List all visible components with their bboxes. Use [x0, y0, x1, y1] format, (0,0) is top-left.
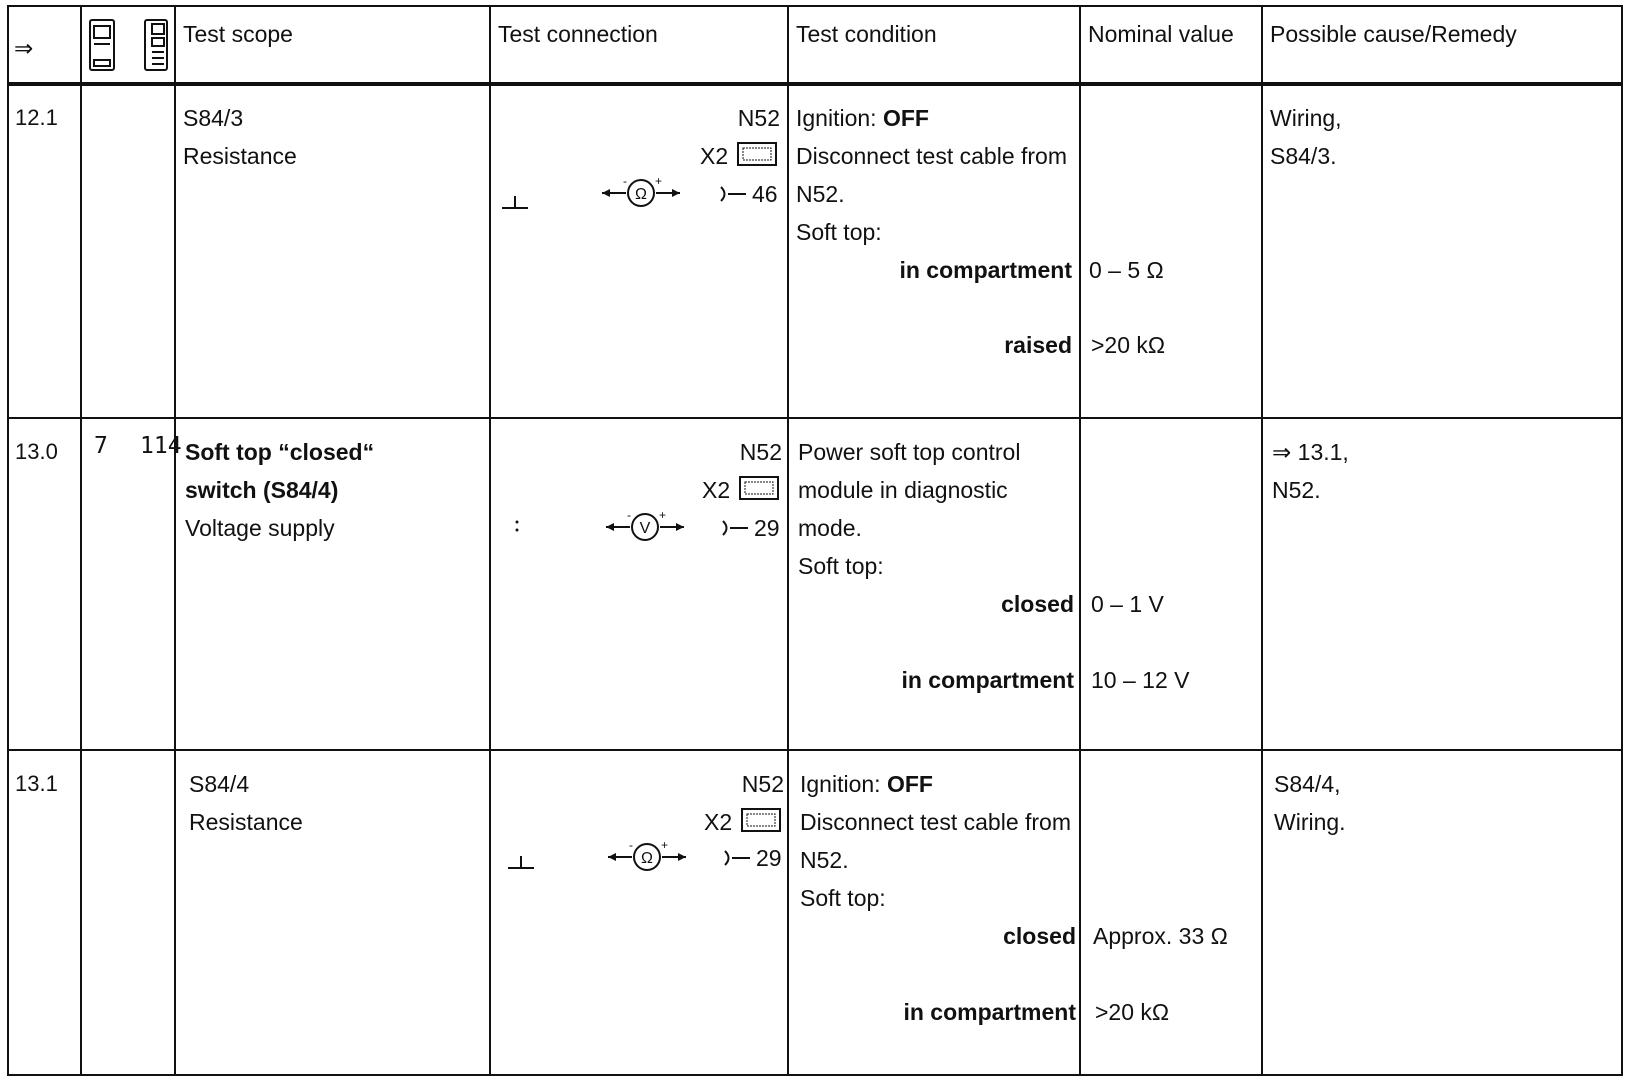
possible-cause: S84/3.	[1270, 143, 1337, 169]
svg-text:+: +	[659, 510, 667, 522]
step-number: 13.0	[15, 439, 58, 464]
connector-plug-icon	[738, 474, 782, 504]
nominal-value: >20 kΩ	[1091, 332, 1166, 358]
connection-module: N52	[741, 771, 784, 797]
connection-pin: 29	[756, 845, 782, 871]
ohmmeter-icon	[606, 840, 688, 874]
svg-text:+: +	[661, 840, 669, 852]
possible-cause: Wiring,	[1270, 105, 1342, 131]
condition-state: closed	[1003, 923, 1076, 949]
condition-line: mode.	[798, 515, 862, 541]
test-scope-measurement: Voltage supply	[185, 515, 335, 541]
condition-state: raised	[1004, 332, 1072, 358]
condition-line: Soft top:	[798, 553, 884, 579]
svg-text:-: -	[623, 176, 627, 188]
step-number: 12.1	[15, 105, 58, 130]
connection-pin: 29	[754, 515, 780, 541]
test-scope-measurement: Resistance	[189, 809, 303, 835]
test-scope-measurement: Resistance	[183, 143, 297, 169]
nominal-value: Approx. 33 Ω	[1093, 923, 1228, 949]
ground-symbol	[508, 856, 534, 870]
condition-line: module in diagnostic	[798, 477, 1008, 503]
connection-pin: 46	[752, 181, 778, 207]
nominal-value: 10 – 12 V	[1091, 667, 1190, 693]
svg-text:-: -	[629, 840, 633, 852]
condition-line: Soft top:	[796, 219, 882, 245]
svg-text:+: +	[655, 176, 663, 188]
ignition-label: Ignition:	[796, 105, 883, 131]
condition-line: Soft top:	[800, 885, 886, 911]
header-test-scope: Test scope	[183, 21, 293, 47]
ignition-value: OFF	[886, 771, 933, 797]
fault-code-display: 7	[94, 433, 108, 459]
header-arrow: ⇒	[14, 35, 34, 61]
condition-state: in compartment	[899, 257, 1072, 283]
condition-ignition	[800, 770, 933, 798]
test-scope-component: switch (S84/4)	[185, 477, 339, 503]
voltmeter-icon	[604, 510, 686, 544]
possible-cause: Wiring.	[1274, 809, 1346, 835]
condition-line: Disconnect test cable from	[800, 809, 1072, 835]
header-possible-cause: Possible cause/Remedy	[1270, 21, 1517, 47]
ignition-value: OFF	[882, 105, 929, 131]
header-nominal-value: Nominal value	[1088, 21, 1234, 47]
connection-connector: X2	[702, 477, 731, 503]
condition-state: closed	[1001, 591, 1074, 617]
possible-cause: ⇒ 13.1,	[1272, 439, 1349, 465]
condition-ignition	[796, 104, 929, 132]
nominal-value: 0 – 5 Ω	[1089, 257, 1164, 283]
ohmmeter-icon	[600, 176, 682, 210]
meter-symbol: Ω	[635, 186, 647, 203]
step-number: 13.1	[15, 771, 58, 796]
socket-pin-icon	[720, 518, 750, 538]
condition-line: Power soft top control	[798, 439, 1021, 465]
nominal-value: 0 – 1 V	[1091, 591, 1164, 617]
test-scope-component: S84/4	[189, 771, 250, 797]
connection-module: N52	[739, 439, 782, 465]
test-scope-component: S84/3	[183, 105, 244, 131]
nominal-value: >20 kΩ	[1095, 999, 1170, 1025]
possible-cause: S84/4,	[1274, 771, 1341, 797]
header-test-connection: Test connection	[498, 21, 658, 47]
condition-state: in compartment	[903, 999, 1076, 1025]
socket-pin-icon	[718, 184, 748, 204]
ignition-label: Ignition:	[800, 771, 887, 797]
supply-dot-icon	[514, 518, 520, 534]
connection-connector: X2	[700, 143, 729, 169]
socket-pin-icon	[722, 848, 752, 868]
condition-line: N52.	[796, 181, 845, 207]
connector-plug-icon	[740, 806, 784, 836]
condition-line: Disconnect test cable from	[796, 143, 1068, 169]
meter-symbol: V	[639, 520, 651, 537]
condition-line: N52.	[800, 847, 849, 873]
svg-text:-: -	[627, 510, 631, 522]
connector-plug-icon	[736, 140, 780, 170]
condition-state: in compartment	[901, 667, 1074, 693]
connection-connector: X2	[704, 809, 733, 835]
possible-cause: N52.	[1272, 477, 1321, 503]
meter-symbol: Ω	[641, 850, 653, 867]
handheld-tester-icon	[143, 18, 173, 74]
tester-device-icon	[88, 18, 118, 74]
header-test-condition: Test condition	[796, 21, 937, 47]
fault-code-display: 114	[140, 433, 182, 459]
test-scope-component: Soft top “closed“	[185, 439, 375, 465]
connection-module: N52	[737, 105, 780, 131]
ground-symbol	[502, 196, 528, 210]
